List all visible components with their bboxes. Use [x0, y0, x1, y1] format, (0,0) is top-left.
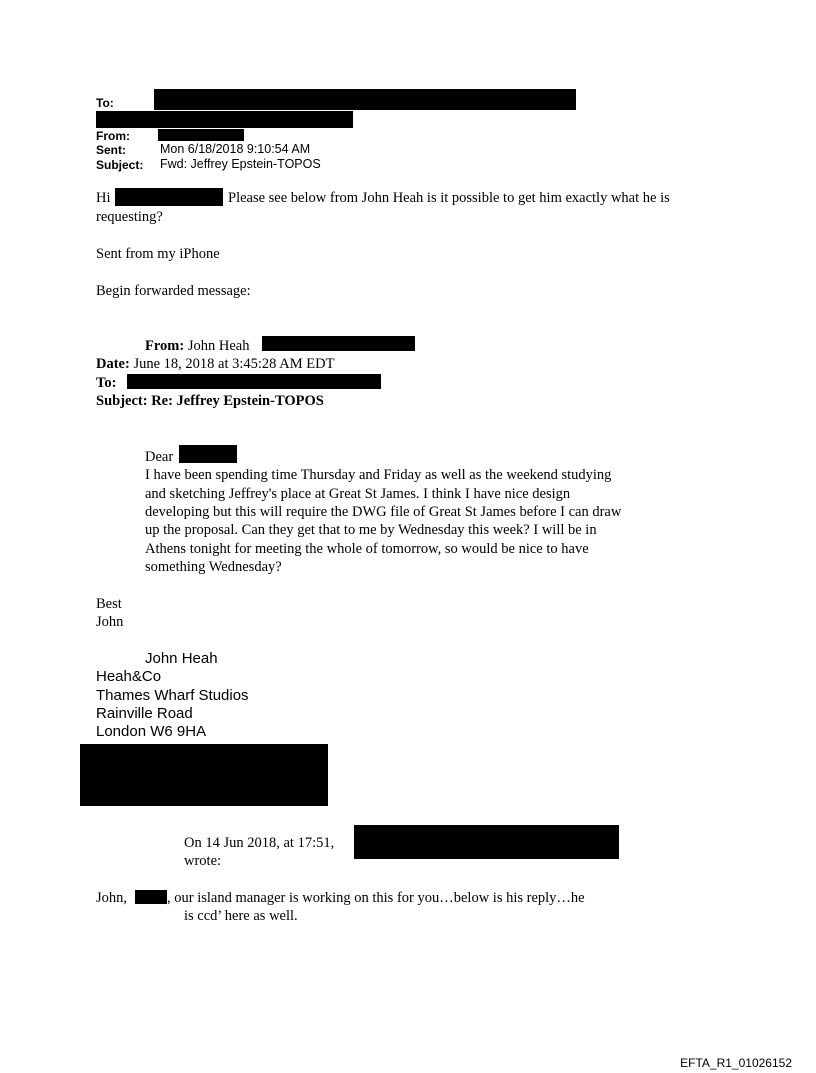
letter-line-4: up the proposal. Can they get that to me by Wednesday this week? I will be in: [145, 522, 597, 538]
intro-line1: Please see below from John Heah is it possible to get him exactly what he is: [228, 190, 670, 206]
redaction-dear-name: [179, 445, 237, 463]
redaction-greeting-name: [115, 188, 223, 206]
sent-value: Mon 6/18/2018 9:10:54 AM: [160, 142, 311, 156]
fwd-date-line: [96, 355, 334, 373]
fwd-date-label: Date:: [96, 356, 130, 372]
redaction-from-sender: [158, 129, 244, 141]
fwd-subject-line: [96, 392, 324, 410]
from-label: From:: [96, 129, 130, 143]
quoted-john-rest: , our island manager is working on this for you…below is his reply…he: [167, 890, 585, 906]
fwd-date-value: June 18, 2018 at 3:45:28 AM EDT: [133, 356, 335, 372]
intro-line2: requesting?: [96, 209, 163, 225]
quoted-on-line: On 14 Jun 2018, at 17:51,: [184, 835, 335, 851]
redaction-fwd-to-recipient: [127, 374, 381, 389]
subject-value: Fwd: Jeffrey Epstein-TOPOS: [160, 157, 321, 171]
signature-name: John Heah: [145, 650, 218, 667]
quoted-john-prefix: John,: [96, 890, 128, 906]
signature-address-2: Rainville Road: [96, 705, 193, 722]
fwd-subject-value: Re: Jeffrey Epstein-TOPOS: [151, 393, 324, 409]
redaction-fwd-from-email: [262, 336, 415, 351]
fwd-to-label: To:: [96, 375, 117, 391]
quoted-john-line2: is ccd’ here as well.: [184, 908, 298, 924]
letter-dear: Dear: [145, 449, 174, 465]
letter-name: John: [96, 614, 124, 630]
intro-greeting: Hi: [96, 190, 111, 206]
sent-label: Sent:: [96, 143, 126, 157]
redaction-island-manager-name: [135, 890, 167, 904]
subject-label: Subject:: [96, 158, 144, 172]
redaction-signature-contact: [80, 744, 328, 806]
redaction-to-recipient: [154, 89, 576, 110]
letter-line-3: developing but this will require the DWG file of Great St James before I can draw: [145, 504, 622, 520]
quoted-wrote: wrote:: [184, 853, 222, 869]
fwd-from-line: [145, 337, 249, 355]
fwd-from-label: From:: [145, 338, 185, 354]
document-id: EFTA_R1_01026152: [680, 1056, 792, 1070]
to-label: To:: [96, 96, 114, 110]
begin-forwarded-message: Begin forwarded message:: [96, 283, 251, 299]
letter-line-2: and sketching Jeffrey's place at Great St James. I think I have nice design: [145, 486, 571, 502]
letter-closing: Best: [96, 596, 122, 612]
letter-line-6: something Wednesday?: [145, 559, 282, 575]
signature-company: Heah&Co: [96, 668, 162, 685]
letter-line-1: I have been spending time Thursday and Friday as well as the weekend studying: [145, 467, 612, 483]
letter-line-5: Athens tonight for meeting the whole of tomorrow, so would be nice to have: [145, 541, 589, 557]
redaction-quoted-sender: [354, 825, 619, 859]
redaction-to-recipient-line2: [96, 111, 353, 128]
sent-from-iphone: Sent from my iPhone: [96, 246, 220, 262]
signature-address-3: London W6 9HA: [96, 723, 207, 740]
signature-address-1: Thames Wharf Studios: [96, 687, 249, 704]
fwd-subject-label: Subject:: [96, 393, 148, 409]
fwd-from-value: John Heah: [187, 338, 250, 354]
